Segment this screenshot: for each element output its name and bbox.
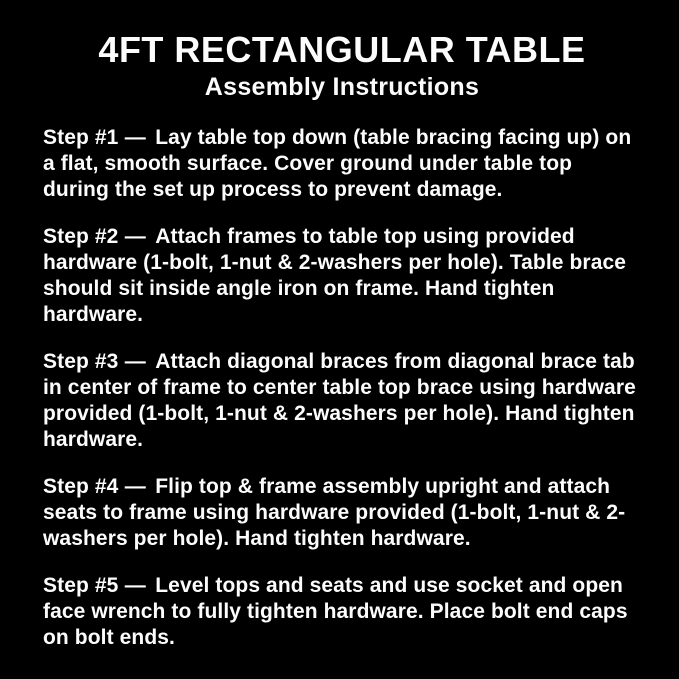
step-2-dash: — [124,225,146,249]
step-1-dash: — [124,126,146,150]
step-4-label: Step #4 [43,475,119,499]
step-3-text: Attach diagonal braces from diagonal brace tab in center of frame to center table top brace using hardware provided (1-bolt, 1-nut & 2-washers per hole). Hand tighten hardware. [43,350,636,452]
step-1 [43,125,641,203]
step-3 [43,349,641,453]
step-5-label: Step #5 [43,574,119,598]
step-4-dash: — [124,475,146,499]
step-5-dash: — [124,574,146,598]
step-3-label: Step #3 [43,350,119,374]
step-4-text: Flip top & frame assembly upright and attach seats to frame using hardware provided (1-bolt, 1-nut & 2-washers per hole). Hand tighten hardware. [43,475,626,551]
step-3-dash: — [124,350,146,374]
step-2-text: Attach frames to table top using provided hardware (1-bolt, 1-nut & 2-washers per hole). Table brace should sit inside angle iron on frame. Hand tighten hardware. [43,225,627,327]
step-4 [43,474,641,552]
page-subtitle: Assembly Instructions [204,72,480,101]
step-1-label: Step #1 [43,126,119,150]
step-2-label: Step #2 [43,225,119,249]
step-5-text: Level tops and seats and use socket and open face wrench to fully tighten hardware. Place bolt end caps on bolt ends. [43,574,628,650]
step-5 [43,573,641,651]
step-2 [43,224,641,328]
step-1-text: Lay table top down (table bracing facing up) on a flat, smooth surface. Cover ground under table top during the set up process to prevent damage. [43,126,632,202]
steps-list [43,125,641,651]
page-title: 4FT RECTANGULAR TABLE [98,29,586,70]
header [43,30,641,101]
